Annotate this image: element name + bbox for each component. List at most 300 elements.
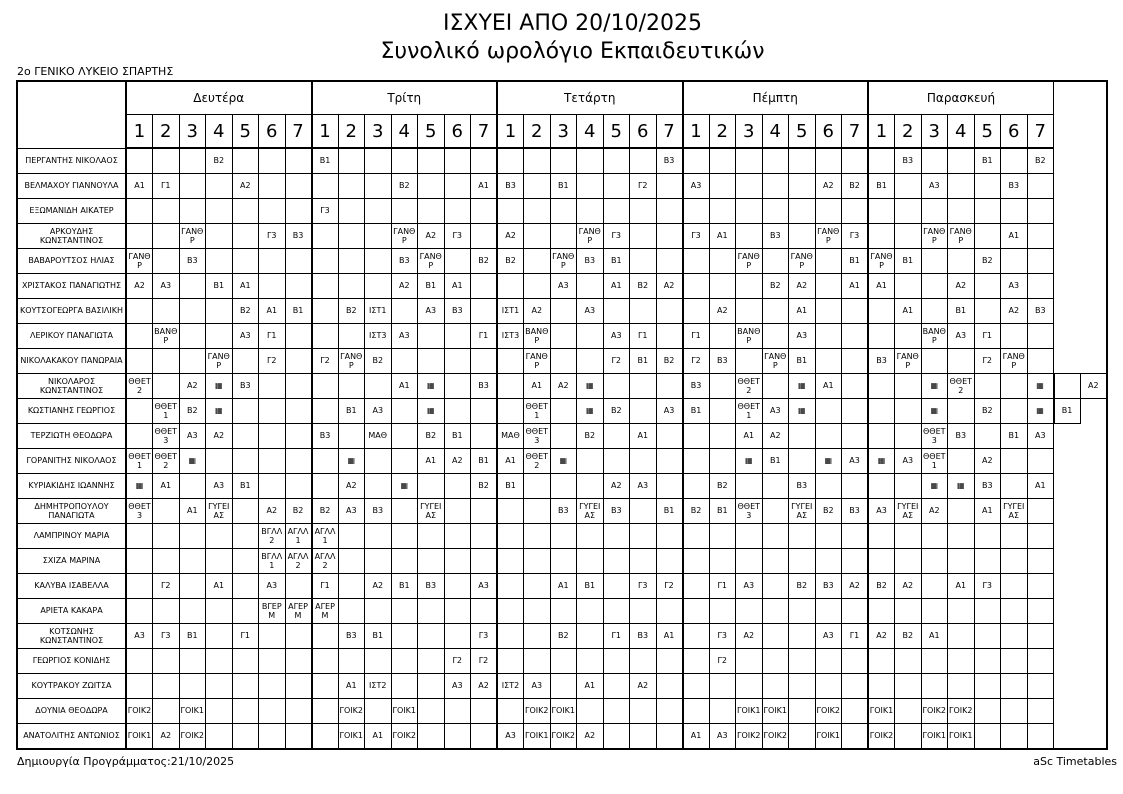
lesson-cell: [497, 348, 524, 373]
lesson-cell: [550, 148, 577, 173]
lesson-cell: ΓΟΙΚ1: [868, 698, 895, 723]
lesson-cell: ΓΑΝΘΡ: [126, 248, 153, 273]
lesson-cell: [550, 298, 577, 323]
lesson-cell: [418, 198, 445, 223]
lesson-cell: Α2: [895, 573, 922, 598]
lesson-cell: [789, 548, 816, 573]
lesson-cell: [868, 548, 895, 573]
lesson-cell: [630, 723, 657, 749]
lesson-cell: [789, 598, 816, 623]
lesson-cell: [285, 273, 312, 298]
lesson-cell: ΓΟΙΚ2: [550, 723, 577, 749]
lesson-cell: [391, 648, 418, 673]
lesson-cell: Α3: [603, 323, 630, 348]
lesson-cell: Γ1: [603, 623, 630, 648]
lesson-cell: ΓΑΝΘΡ: [736, 248, 763, 273]
teacher-name: ΔΗΜΗΤΡΟΠΟΥΛΟΥ ΠΑΝΑΓΙΩΤΑ: [17, 498, 126, 523]
lesson-cell: Β3: [285, 223, 312, 248]
teacher-row: [17, 673, 1107, 698]
lesson-cell: Β2: [815, 498, 842, 523]
lesson-cell: [153, 548, 180, 573]
lesson-cell: [232, 648, 259, 673]
lesson-cell: Α1: [471, 173, 498, 198]
teacher-name: ΓΟΡΑΝΙΤΗΣ ΝΙΚΟΛΑΟΣ: [17, 448, 126, 473]
lesson-cell: Β3: [603, 498, 630, 523]
lesson-cell: Α2: [736, 623, 763, 648]
lesson-cell: Α1: [895, 298, 922, 323]
lesson-cell: ▦: [921, 473, 948, 498]
lesson-cell: Α1: [232, 273, 259, 298]
lesson-cell: Β2: [497, 248, 524, 273]
lesson-cell: [524, 198, 551, 223]
lesson-cell: Α3: [1027, 423, 1054, 448]
lesson-cell: [206, 723, 233, 749]
timetable: [16, 80, 1108, 750]
period-number: 1: [868, 115, 895, 149]
lesson-cell: [603, 373, 630, 398]
lesson-cell: ΓΑΝΘΡ: [789, 248, 816, 273]
lesson-cell: Γ2: [259, 348, 286, 373]
lesson-cell: [285, 373, 312, 398]
lesson-cell: Α2: [232, 173, 259, 198]
day-header: Πέμπτη: [683, 81, 869, 115]
lesson-cell: [709, 598, 736, 623]
lesson-cell: [232, 198, 259, 223]
teacher-row: [17, 273, 1107, 298]
lesson-cell: [815, 273, 842, 298]
lesson-cell: Β2: [842, 173, 869, 198]
lesson-cell: [232, 148, 259, 173]
lesson-cell: Α2: [391, 273, 418, 298]
lesson-cell: [895, 723, 922, 749]
lesson-cell: [418, 698, 445, 723]
lesson-cell: [179, 648, 206, 673]
lesson-cell: Γ3: [974, 573, 1001, 598]
lesson-cell: [497, 523, 524, 548]
lesson-cell: ΓΑΝΘΡ: [550, 248, 577, 273]
lesson-cell: ▦: [921, 398, 948, 423]
lesson-cell: Α1: [921, 623, 948, 648]
lesson-cell: ΓΑΝΘΡ: [815, 223, 842, 248]
lesson-cell: [577, 698, 604, 723]
lesson-cell: [391, 148, 418, 173]
lesson-cell: [683, 648, 710, 673]
lesson-cell: [842, 373, 869, 398]
lesson-cell: Β2: [974, 248, 1001, 273]
lesson-cell: [418, 673, 445, 698]
lesson-cell: [736, 548, 763, 573]
lesson-cell: [153, 198, 180, 223]
lesson-cell: Γ1: [259, 323, 286, 348]
lesson-cell: Β1: [1054, 398, 1081, 423]
lesson-cell: [285, 148, 312, 173]
lesson-cell: Α3: [656, 398, 683, 423]
period-number: 5: [974, 115, 1001, 149]
lesson-cell: Α1: [179, 498, 206, 523]
lesson-cell: ΓΟΙΚ1: [126, 723, 153, 749]
period-number: 6: [1001, 115, 1028, 149]
lesson-cell: Α1: [842, 273, 869, 298]
lesson-cell: [550, 423, 577, 448]
lesson-cell: [842, 723, 869, 749]
lesson-cell: Α3: [577, 298, 604, 323]
lesson-cell: Α2: [974, 448, 1001, 473]
lesson-cell: [1027, 248, 1054, 273]
lesson-cell: [762, 548, 789, 573]
lesson-cell: [868, 398, 895, 423]
lesson-cell: Α2: [524, 298, 551, 323]
lesson-cell: Α2: [126, 273, 153, 298]
lesson-cell: [179, 198, 206, 223]
lesson-cell: [444, 573, 471, 598]
lesson-cell: [179, 323, 206, 348]
lesson-cell: [974, 598, 1001, 623]
lesson-cell: ΓΟΙΚ2: [762, 723, 789, 749]
lesson-cell: [206, 448, 233, 473]
lesson-cell: [471, 723, 498, 749]
lesson-cell: [630, 198, 657, 223]
lesson-cell: Β3: [1027, 298, 1054, 323]
lesson-cell: [206, 623, 233, 648]
lesson-cell: ▦: [789, 373, 816, 398]
lesson-cell: [736, 523, 763, 548]
lesson-cell: ▦: [418, 373, 445, 398]
lesson-cell: Β1: [206, 273, 233, 298]
period-number: 3: [736, 115, 763, 149]
lesson-cell: [656, 548, 683, 573]
lesson-cell: [577, 148, 604, 173]
lesson-cell: ΜΑΘ: [497, 423, 524, 448]
lesson-cell: [815, 348, 842, 373]
lesson-cell: [868, 148, 895, 173]
lesson-cell: [762, 373, 789, 398]
lesson-cell: [338, 273, 365, 298]
lesson-cell: [126, 223, 153, 248]
teacher-name: ΝΙΚΟΛΑΡΟΣ ΚΩΝΣΤΑΝΤΙΝΟΣ: [17, 373, 126, 398]
period-number: 4: [206, 115, 233, 149]
lesson-cell: [815, 598, 842, 623]
lesson-cell: ΙΣΤ2: [497, 673, 524, 698]
lesson-cell: [259, 148, 286, 173]
lesson-cell: [603, 148, 630, 173]
teacher-name: ΚΥΡΙΑΚΙΔΗΣ ΙΩΑΝΝΗΣ: [17, 473, 126, 498]
lesson-cell: [285, 398, 312, 423]
lesson-cell: Α3: [709, 723, 736, 749]
lesson-cell: Α2: [656, 273, 683, 298]
lesson-cell: [259, 623, 286, 648]
lesson-cell: [179, 273, 206, 298]
period-number: 7: [1027, 115, 1054, 149]
lesson-cell: [709, 548, 736, 573]
lesson-cell: [497, 648, 524, 673]
lesson-cell: Α3: [206, 473, 233, 498]
lesson-cell: Α1: [974, 498, 1001, 523]
lesson-cell: [789, 223, 816, 248]
lesson-cell: Α2: [630, 673, 657, 698]
lesson-cell: ▦: [1027, 373, 1054, 398]
lesson-cell: [603, 548, 630, 573]
lesson-cell: ΑΓΕΡΜ: [312, 598, 339, 623]
lesson-cell: [842, 323, 869, 348]
lesson-cell: Γ3: [683, 223, 710, 248]
lesson-cell: [312, 448, 339, 473]
lesson-cell: ▦: [550, 448, 577, 473]
teacher-name: ΑΡΙΕΤΑ ΚΑΚΑΡΑ: [17, 598, 126, 623]
teacher-row: [17, 248, 1107, 273]
lesson-cell: [709, 273, 736, 298]
lesson-cell: [285, 198, 312, 223]
lesson-cell: ΓΑΝΘΡ: [179, 223, 206, 248]
lesson-cell: [285, 473, 312, 498]
teacher-name: ΓΕΩΡΓΙΟΣ ΚΟΝΙΔΗΣ: [17, 648, 126, 673]
lesson-cell: [1027, 348, 1054, 373]
lesson-cell: [259, 198, 286, 223]
period-number: 3: [179, 115, 206, 149]
lesson-cell: [206, 298, 233, 323]
lesson-cell: [895, 698, 922, 723]
lesson-cell: [365, 448, 392, 473]
lesson-cell: [444, 198, 471, 223]
lesson-cell: [630, 498, 657, 523]
lesson-cell: [1001, 323, 1028, 348]
lesson-cell: [179, 348, 206, 373]
lesson-cell: [232, 248, 259, 273]
lesson-cell: [1001, 373, 1028, 398]
lesson-cell: [736, 148, 763, 173]
lesson-cell: [683, 573, 710, 598]
lesson-cell: ΒΑΝΘΡ: [153, 323, 180, 348]
lesson-cell: [285, 573, 312, 598]
teacher-name: ΚΟΥΤΡΑΚΟΥ ΖΩΙΤΣΑ: [17, 673, 126, 698]
lesson-cell: ΓΟΙΚ2: [391, 723, 418, 749]
lesson-cell: Α2: [815, 173, 842, 198]
lesson-cell: ΓΟΙΚ2: [524, 698, 551, 723]
lesson-cell: [338, 523, 365, 548]
lesson-cell: Β2: [338, 298, 365, 323]
lesson-cell: [630, 298, 657, 323]
teacher-row: [17, 498, 1107, 523]
lesson-cell: Β1: [550, 173, 577, 198]
lesson-cell: [709, 173, 736, 198]
lesson-cell: ΘΘΕΤ3: [126, 498, 153, 523]
lesson-cell: [842, 423, 869, 448]
lesson-cell: [895, 223, 922, 248]
lesson-cell: [842, 548, 869, 573]
lesson-cell: Γ1: [471, 323, 498, 348]
lesson-cell: [974, 298, 1001, 323]
lesson-cell: [1001, 248, 1028, 273]
lesson-cell: ΓΥΓΕΙΑΣ: [577, 498, 604, 523]
lesson-cell: ΑΓΛΛ1: [312, 523, 339, 548]
lesson-cell: [709, 673, 736, 698]
lesson-cell: [259, 173, 286, 198]
lesson-cell: Β3: [709, 348, 736, 373]
teacher-name: ΚΟΤΣΩΝΗΣ ΚΩΝΣΤΑΝΤΙΝΟΣ: [17, 623, 126, 648]
lesson-cell: [683, 148, 710, 173]
lesson-cell: [948, 248, 975, 273]
lesson-cell: Γ1: [683, 323, 710, 348]
lesson-cell: [126, 348, 153, 373]
lesson-cell: [709, 198, 736, 223]
lesson-cell: [656, 173, 683, 198]
lesson-cell: [1027, 448, 1054, 473]
lesson-cell: [232, 423, 259, 448]
lesson-cell: [206, 673, 233, 698]
lesson-cell: [391, 673, 418, 698]
lesson-cell: Β2: [232, 298, 259, 323]
lesson-cell: [921, 648, 948, 673]
lesson-cell: ΓΥΓΕΙΑΣ: [206, 498, 233, 523]
period-number: 3: [365, 115, 392, 149]
lesson-cell: [550, 598, 577, 623]
lesson-cell: Β2: [471, 248, 498, 273]
lesson-cell: [259, 698, 286, 723]
lesson-cell: [1001, 623, 1028, 648]
teacher-name: ΝΙΚΟΛΑΚΑΚΟΥ ΠΑΝΩΡΑΙΑ: [17, 348, 126, 373]
lesson-cell: [206, 598, 233, 623]
lesson-cell: [683, 698, 710, 723]
lesson-cell: ΓΟΙΚ1: [762, 698, 789, 723]
lesson-cell: [577, 323, 604, 348]
lesson-cell: [630, 698, 657, 723]
lesson-cell: [179, 573, 206, 598]
lesson-cell: [577, 448, 604, 473]
lesson-cell: ΓΟΙΚ2: [126, 698, 153, 723]
lesson-cell: [1027, 723, 1054, 749]
lesson-cell: [762, 148, 789, 173]
lesson-cell: [312, 673, 339, 698]
teacher-name: ΔΟΥΝΙΑ ΘΕΟΔΩΡΑ: [17, 698, 126, 723]
lesson-cell: [842, 673, 869, 698]
lesson-cell: [921, 273, 948, 298]
lesson-cell: Β2: [365, 348, 392, 373]
lesson-cell: ▦: [815, 448, 842, 473]
lesson-cell: ΓΟΙΚ1: [921, 723, 948, 749]
teacher-row: [17, 198, 1107, 223]
lesson-cell: Α3: [153, 273, 180, 298]
period-number: 2: [524, 115, 551, 149]
lesson-cell: [656, 223, 683, 248]
lesson-cell: Β1: [974, 148, 1001, 173]
teacher-row: [17, 373, 1107, 398]
lesson-cell: [736, 223, 763, 248]
lesson-cell: [418, 473, 445, 498]
lesson-cell: [895, 548, 922, 573]
lesson-cell: [444, 598, 471, 623]
lesson-cell: [312, 373, 339, 398]
lesson-cell: [842, 348, 869, 373]
teacher-row: [17, 448, 1107, 473]
teacher-row: [17, 648, 1107, 673]
lesson-cell: Β3: [179, 248, 206, 273]
lesson-cell: [126, 398, 153, 423]
lesson-cell: [524, 648, 551, 673]
lesson-cell: Α1: [736, 423, 763, 448]
lesson-cell: [948, 648, 975, 673]
lesson-cell: [232, 348, 259, 373]
lesson-cell: [312, 623, 339, 648]
lesson-cell: [736, 673, 763, 698]
lesson-cell: ΘΘΕΤ2: [153, 448, 180, 473]
lesson-cell: [1001, 698, 1028, 723]
lesson-cell: [471, 423, 498, 448]
lesson-cell: [709, 373, 736, 398]
lesson-cell: [789, 448, 816, 473]
lesson-cell: [815, 473, 842, 498]
lesson-cell: [126, 148, 153, 173]
lesson-cell: Β1: [603, 248, 630, 273]
lesson-cell: ▦: [179, 448, 206, 473]
lesson-cell: [789, 648, 816, 673]
lesson-cell: ΑΓΕΡΜ: [285, 598, 312, 623]
lesson-cell: [232, 498, 259, 523]
lesson-cell: ΜΑΘ: [365, 423, 392, 448]
lesson-cell: [736, 273, 763, 298]
lesson-cell: [921, 523, 948, 548]
lesson-cell: ΓΑΝΘΡ: [1001, 348, 1028, 373]
lesson-cell: [126, 423, 153, 448]
lesson-cell: Β1: [418, 273, 445, 298]
period-number: 5: [789, 115, 816, 149]
teacher-row: [17, 348, 1107, 373]
lesson-cell: [921, 298, 948, 323]
lesson-cell: Γ2: [709, 648, 736, 673]
lesson-cell: [948, 398, 975, 423]
lesson-cell: ΒΑΝΘΡ: [921, 323, 948, 348]
lesson-cell: [577, 348, 604, 373]
lesson-cell: [709, 398, 736, 423]
lesson-cell: [1001, 548, 1028, 573]
lesson-cell: Β3: [762, 223, 789, 248]
lesson-cell: Β3: [656, 148, 683, 173]
lesson-cell: [683, 523, 710, 548]
lesson-cell: [683, 273, 710, 298]
lesson-cell: Β3: [868, 348, 895, 373]
lesson-cell: ▦: [1027, 398, 1054, 423]
lesson-cell: [550, 648, 577, 673]
lesson-cell: ΑΓΛΛ1: [285, 523, 312, 548]
lesson-cell: Α3: [948, 323, 975, 348]
lesson-cell: [312, 398, 339, 423]
lesson-cell: Γ3: [312, 198, 339, 223]
lesson-cell: [365, 548, 392, 573]
lesson-cell: [736, 298, 763, 323]
lesson-cell: Β2: [418, 423, 445, 448]
lesson-cell: [577, 473, 604, 498]
lesson-cell: [471, 148, 498, 173]
lesson-cell: Γ2: [153, 573, 180, 598]
lesson-cell: [762, 623, 789, 648]
lesson-cell: ΒΓΛΛ1: [259, 548, 286, 573]
lesson-cell: [921, 348, 948, 373]
lesson-cell: [179, 473, 206, 498]
lesson-cell: ▦: [948, 473, 975, 498]
period-number: 6: [630, 115, 657, 149]
lesson-cell: [709, 523, 736, 548]
lesson-cell: ΓΑΝΘΡ: [577, 223, 604, 248]
lesson-cell: Γ1: [232, 623, 259, 648]
lesson-cell: [709, 448, 736, 473]
lesson-cell: Β1: [656, 498, 683, 523]
lesson-cell: [259, 648, 286, 673]
lesson-cell: [338, 373, 365, 398]
lesson-cell: [153, 373, 180, 398]
lesson-cell: [312, 298, 339, 323]
lesson-cell: [630, 373, 657, 398]
lesson-cell: Β1: [179, 623, 206, 648]
lesson-cell: [497, 548, 524, 573]
lesson-cell: [603, 673, 630, 698]
